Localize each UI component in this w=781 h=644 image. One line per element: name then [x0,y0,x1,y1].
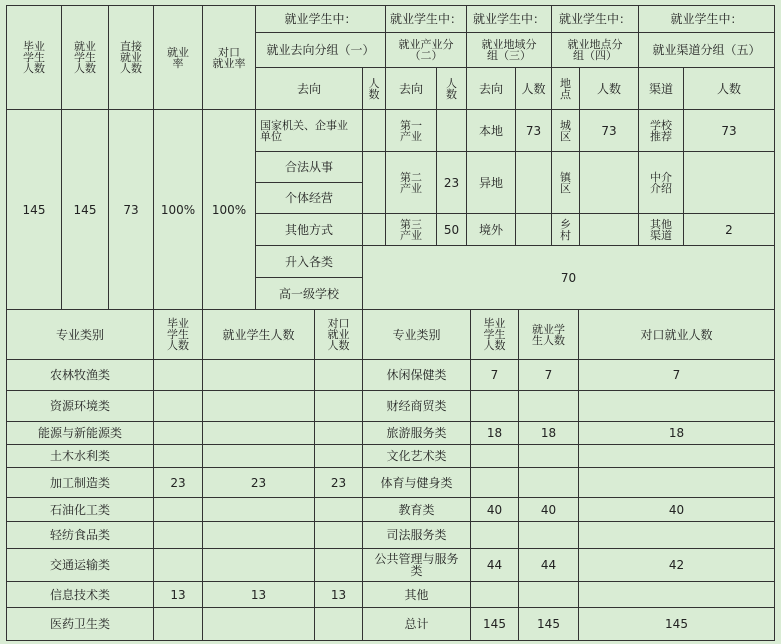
major-name-cell: 公共管理与服务 类 [362,548,471,582]
g1-row-label: 个体经营 [255,182,363,214]
group3-top: 就业学生中： [466,5,552,33]
g2-num-header: 人 数 [436,67,467,110]
g4-row-value: 73 [579,109,639,152]
major-value-cell [153,607,203,641]
g3-row-value: 73 [515,109,552,152]
major-name-cell: 其他 [362,581,471,608]
major-value-cell [518,444,579,468]
group4-top: 就业学生中： [551,5,639,33]
major-value-cell [314,497,363,522]
major-value-cell [470,521,519,549]
major-name-cell: 体育与健身类 [362,467,471,498]
g2-row-label: 第一 产业 [385,109,437,152]
major-value-cell [202,444,315,468]
major-value-cell: 13 [153,581,203,608]
major-value-cell [314,444,363,468]
majors-emp-header: 就业学生人数 [202,309,315,360]
major-name-cell: 教育类 [362,497,471,522]
g1-row-label: 高一级学校 [255,277,363,310]
g4-row-label: 镇 区 [551,151,580,214]
majors-emp2-header: 就业学 生人数 [518,309,579,360]
major-value-cell: 42 [578,548,775,582]
g3-num-header: 人数 [515,67,552,110]
major-value-cell [314,548,363,582]
major-value-cell [314,421,363,445]
major-value-cell [314,521,363,549]
major-value-cell [578,467,775,498]
major-value-cell [153,521,203,549]
major-value-cell: 7 [578,359,775,391]
group2-top: 就业学生中： [385,5,467,33]
g1-row-value [362,151,386,214]
major-value-cell [153,444,203,468]
major-name-cell: 总计 [362,607,471,641]
g1-row-value [362,213,386,246]
g2-row-value: 23 [436,151,467,214]
g5-row-label: 其他 渠道 [638,213,684,246]
g2-row-label: 第三 产业 [385,213,437,246]
majors-category-header: 专业类别 [6,309,154,360]
majors-category2-header: 专业类别 [362,309,471,360]
major-value-cell: 23 [202,467,315,498]
majors-grad2-header: 毕业 学生 人数 [470,309,519,360]
major-value-cell: 145 [578,607,775,641]
g5-row-label: 学校 推荐 [638,109,684,152]
major-name-cell: 资源环境类 [6,390,154,422]
major-value-cell: 18 [518,421,579,445]
g1-row-label: 国家机关、企事业 单位 [255,109,363,152]
g4-dest-header: 地 点 [551,67,580,110]
group1-title: 就业去向分组（一） [255,32,386,68]
major-value-cell: 40 [578,497,775,522]
group5-top: 就业学生中： [638,5,775,33]
g3-dest-header: 去向 [466,67,516,110]
major-value-cell: 7 [470,359,519,391]
major-value-cell [470,581,519,608]
major-name-cell: 文化艺术类 [362,444,471,468]
major-value-cell [578,444,775,468]
further-study-total: 70 [362,245,775,310]
g5-num-header: 人数 [683,67,775,110]
group4-title: 就业地点分 组（四） [551,32,639,68]
major-value-cell [518,581,579,608]
major-value-cell: 23 [314,467,363,498]
group3-title: 就业地域分 组（三） [466,32,552,68]
g5-row-value [683,151,775,214]
major-value-cell [470,467,519,498]
major-value-cell: 7 [518,359,579,391]
major-name-cell: 土木水利类 [6,444,154,468]
major-value-cell [202,548,315,582]
major-value-cell [518,467,579,498]
g1-num-header: 人 数 [362,67,386,110]
major-value-cell [202,497,315,522]
g4-row-label: 城 区 [551,109,580,152]
major-value-cell: 13 [314,581,363,608]
group5-title: 就业渠道分组（五） [638,32,775,68]
g3-row-label: 异地 [466,151,516,214]
g1-dest-header: 去向 [255,67,363,110]
header-emp-rate: 就业 率 [153,5,203,110]
major-value-cell [153,390,203,422]
g4-row-value [579,151,639,214]
major-value-cell [518,390,579,422]
group1-top: 就业学生中： [255,5,386,33]
summary-direct-emp: 73 [108,109,154,310]
summary-match-rate: 100% [202,109,256,310]
major-value-cell [153,497,203,522]
major-value-cell: 145 [518,607,579,641]
major-name-cell: 加工制造类 [6,467,154,498]
major-name-cell: 医药卫生类 [6,607,154,641]
g1-row-label: 合法从事 [255,151,363,183]
major-value-cell: 18 [470,421,519,445]
major-value-cell [202,390,315,422]
major-value-cell [202,421,315,445]
major-name-cell: 信息技术类 [6,581,154,608]
g5-row-value: 2 [683,213,775,246]
header-emp-count: 就业 学生 人数 [61,5,109,110]
major-value-cell [153,548,203,582]
major-value-cell [202,521,315,549]
major-value-cell [470,390,519,422]
major-value-cell: 13 [202,581,315,608]
major-value-cell [202,607,315,641]
major-value-cell [578,390,775,422]
g4-row-label: 乡 村 [551,213,580,246]
g5-row-label: 中介 介绍 [638,151,684,214]
major-value-cell [314,607,363,641]
summary-emp-rate: 100% [153,109,203,310]
g2-row-value: 50 [436,213,467,246]
g5-row-value: 73 [683,109,775,152]
major-name-cell: 能源与新能源类 [6,421,154,445]
g3-row-label: 境外 [466,213,516,246]
header-direct-emp: 直接 就业 人数 [108,5,154,110]
major-name-cell: 石油化工类 [6,497,154,522]
major-value-cell [578,581,775,608]
major-name-cell: 司法服务类 [362,521,471,549]
g3-row-label: 本地 [466,109,516,152]
major-name-cell: 旅游服务类 [362,421,471,445]
major-value-cell: 44 [470,548,519,582]
major-value-cell [153,421,203,445]
major-value-cell [153,359,203,391]
g2-dest-header: 去向 [385,67,437,110]
header-grad-count: 毕业 学生 人数 [6,5,62,110]
major-value-cell: 40 [518,497,579,522]
majors-match-header: 对口 就业 人数 [314,309,363,360]
major-value-cell [518,521,579,549]
header-match-rate: 对口 就业率 [202,5,256,110]
summary-grad-count: 145 [6,109,62,310]
major-name-cell: 农林牧渔类 [6,359,154,391]
major-value-cell: 23 [153,467,203,498]
g3-row-value [515,151,552,214]
majors-match2-header: 对口就业人数 [578,309,775,360]
g3-row-value [515,213,552,246]
major-value-cell: 44 [518,548,579,582]
major-value-cell [470,444,519,468]
major-value-cell [314,390,363,422]
major-value-cell: 18 [578,421,775,445]
major-value-cell [578,521,775,549]
g2-row-value [436,109,467,152]
g1-row-value [362,109,386,152]
summary-emp-count: 145 [61,109,109,310]
g2-row-label: 第二 产业 [385,151,437,214]
major-value-cell: 40 [470,497,519,522]
g4-num-header: 人数 [579,67,639,110]
major-name-cell: 财经商贸类 [362,390,471,422]
group2-title: 就业产业分 （二） [385,32,467,68]
majors-grad-header: 毕业 学生 人数 [153,309,203,360]
major-name-cell: 交通运输类 [6,548,154,582]
major-value-cell: 145 [470,607,519,641]
major-value-cell [202,359,315,391]
major-name-cell: 休闲保健类 [362,359,471,391]
g5-dest-header: 渠道 [638,67,684,110]
major-name-cell: 轻纺食品类 [6,521,154,549]
major-value-cell [314,359,363,391]
g1-row-label: 升入各类 [255,245,363,278]
g1-row-label: 其他方式 [255,213,363,246]
g4-row-value [579,213,639,246]
